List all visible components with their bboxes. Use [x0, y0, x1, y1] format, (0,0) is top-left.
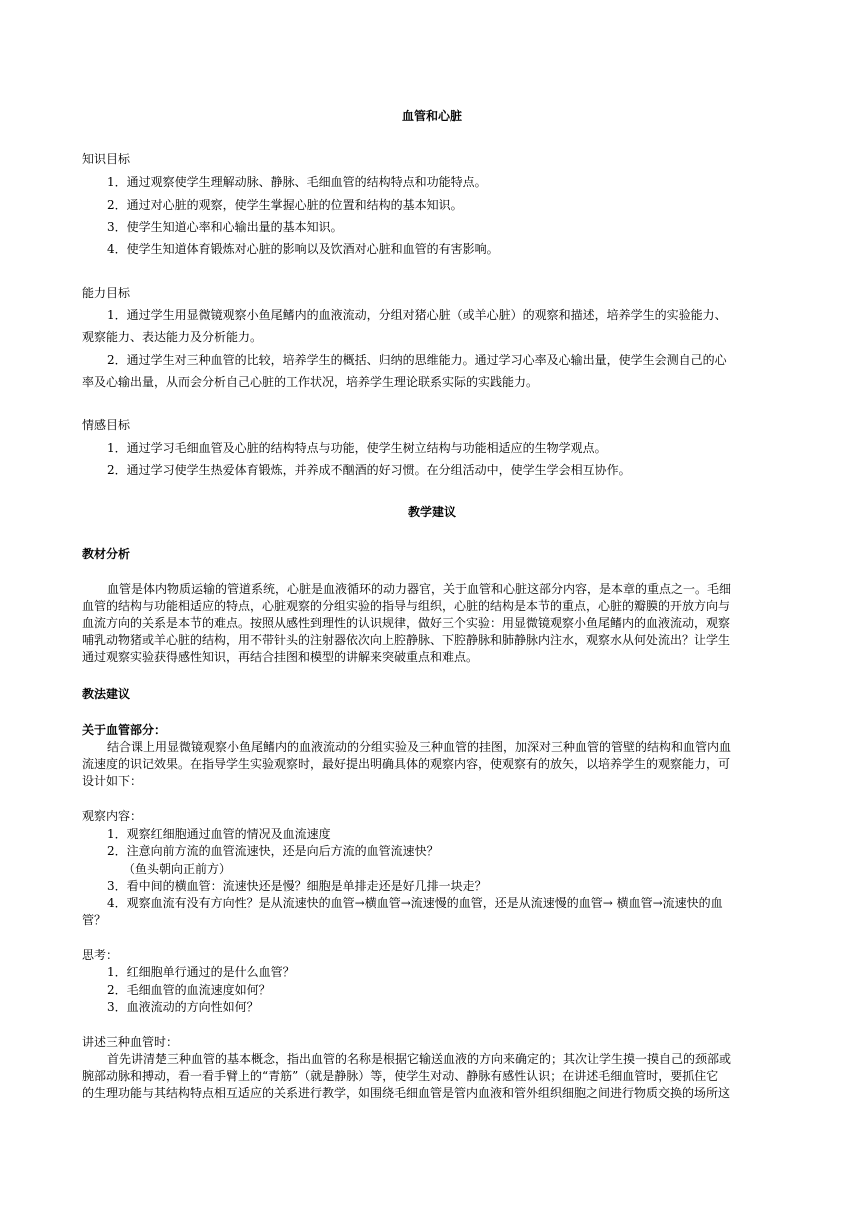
emotion-item: 2．通过学习使学生热爱体育锻炼，并养成不酗酒的好习惯。在分组活动中，使学生学会相互协作。 [107, 463, 631, 477]
knowledge-item: 4．使学生知道体育锻炼对心脏的影响以及饮酒对心脏和血管的有害影响。 [107, 242, 499, 256]
ability-line: 观察能力、表达能力及分析能力。 [82, 330, 263, 344]
observe-heading: 观察内容： [82, 809, 143, 823]
lecture-heading: 讲述三种血管时： [82, 1035, 179, 1049]
knowledge-item: 2．通过对心脏的观察，使学生掌握心脏的位置和结构的基本知识。 [107, 198, 463, 212]
knowledge-heading: 知识目标 [82, 152, 131, 166]
analysis-line: 哺乳动物猪或羊心脏的结构，用不带针头的注射器依次向上腔静脉、下腔静脉和肺静脉内注水，观察水从何处流出？让学生 [82, 633, 731, 647]
think-item: 2．毛细血管的血流速度如何？ [107, 983, 271, 997]
emotion-heading: 情感目标 [82, 418, 131, 432]
analysis-line: 血管是体内物质运输的管道系统，心脏是血液循环的动力器官，关于血管和心脏这部分内容，是本章的重点之一。毛细 [107, 582, 732, 596]
think-heading: 思考： [82, 948, 119, 962]
analysis-line: 通过观察实验获得感性知识，再结合挂图和模型的讲解来突破重点和难点。 [82, 650, 479, 664]
method-heading: 教法建议 [82, 687, 131, 701]
observe-item: 4．观察血流有没有方向性？是从流速快的血管→横血管→流速慢的血管，还是从流速慢的血管→ 横血管→流速快的血 [107, 896, 723, 910]
vessel-line: 流速度的识记效果。在指导学生实验观察时，最好提出明确具体的观察内容，使观察有的放矢，以培养学生的观察能力，可 [82, 757, 731, 771]
vessel-heading: 关于血管部分： [82, 723, 167, 737]
page-title: 血管和心脏 [401, 109, 462, 123]
observe-item: 1．观察红细胞通过血管的情况及血流速度 [107, 827, 331, 841]
ability-line: 率及心输出量，从而会分析自己心脏的工作状况，培养学生理论联系实际的实践能力。 [82, 375, 539, 389]
knowledge-item: 1．通过观察使学生理解动脉、静脉、毛细血管的结构特点和功能特点。 [107, 175, 487, 189]
analysis-line: 血流方向的关系是本节的难点。按照从感性到理性的认识规律，做好三个实验：用显微镜观察小鱼尾鳍内的血液流动，观察 [82, 616, 731, 630]
ability-heading: 能力目标 [82, 286, 131, 300]
think-item: 1．红细胞单行通过的是什么血管？ [107, 965, 295, 979]
lecture-line: 首先讲清楚三种血管的基本概念，指出血管的名称是根据它输送血液的方向来确定的；其次让学生摸一摸自己的颈部或 [107, 1052, 732, 1066]
ability-line: 2．通过学生对三种血管的比较，培养学生的概括、归纳的思维能力。通过学习心率及心输出量，使学生会测自己的心 [107, 353, 727, 367]
analysis-line: 血管的结构与功能相适应的特点，心脏观察的分组实验的指导与组织，心脏的结构是本节的重点，心脏的瓣膜的开放方向与 [82, 599, 731, 613]
observe-note: （鱼头朝向正前方） [123, 862, 232, 876]
analysis-heading: 教材分析 [82, 547, 131, 561]
emotion-item: 1．通过学习毛细血管及心脏的结构特点与功能，使学生树立结构与功能相适应的生物学观点。 [107, 441, 607, 455]
ability-line: 1．通过学生用显微镜观察小鱼尾鳍内的血液流动，分组对猪心脏（或羊心脏）的观察和描述，培养学生的实验能力、 [107, 308, 727, 322]
lecture-line: 腕部动脉和搏动，看一看手臂上的“青筋”（就是静脉）等，使学生对动、静脉有感性认识；在讲述毛细血管时，要抓住它 [82, 1069, 719, 1083]
lecture-line: 的生理功能与其结构特点相互适应的关系进行教学，如围绕毛细血管是管内血液和管外组织细胞之间进行物质交换的场所这 [82, 1086, 731, 1100]
observe-item-cont: 管？ [82, 913, 107, 927]
vessel-line: 结合课上用显微镜观察小鱼尾鳍内的血液流动的分组实验及三种血管的挂图，加深对三种血管的管壁的结构和血管内血 [107, 740, 732, 754]
teaching-title: 教学建议 [407, 505, 456, 519]
vessel-line: 设计如下： [82, 774, 143, 788]
observe-item: 3．看中间的横血管：流速快还是慢？细胞是单排走还是好几排一块走？ [107, 879, 487, 893]
observe-item: 2．注意向前方流的血管流速快，还是向后方流的血管流速快？ [107, 844, 439, 858]
knowledge-item: 3．使学生知道心率和心输出量的基本知识。 [107, 220, 343, 234]
think-item: 3．血液流动的方向性如何？ [107, 1000, 259, 1014]
